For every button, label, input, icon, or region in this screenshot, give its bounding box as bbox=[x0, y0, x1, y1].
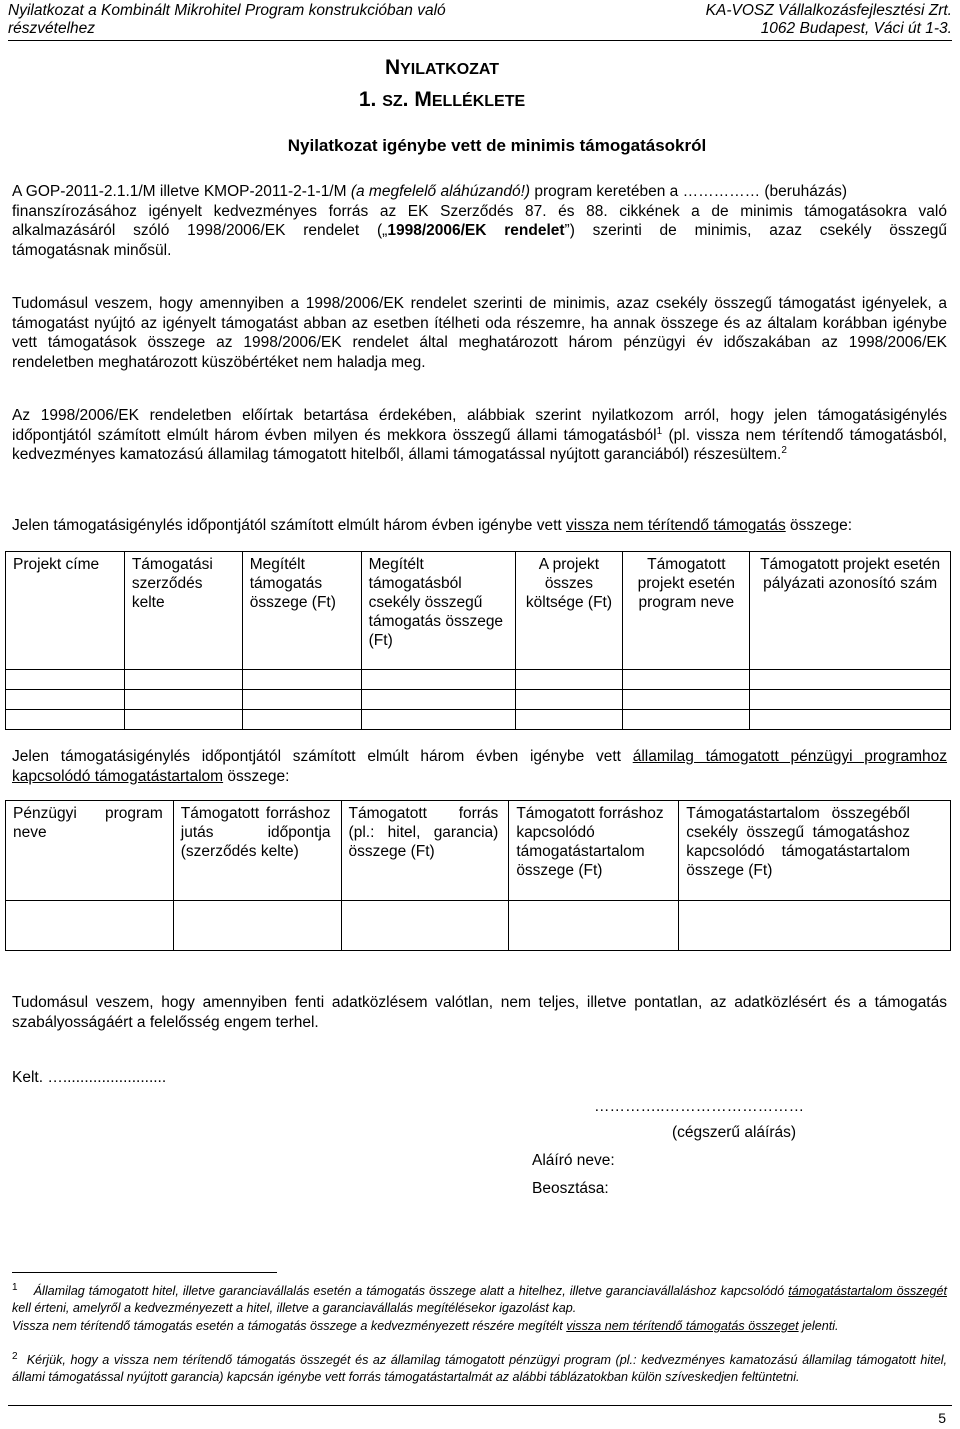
grant-cell[interactable] bbox=[750, 670, 951, 690]
grant-table-row bbox=[6, 710, 951, 730]
intro-line3-bold: 1998/2006/EK rendelet bbox=[387, 222, 565, 240]
grant-col-project-title: Projekt címe bbox=[6, 552, 125, 670]
table1-intro-b: összege: bbox=[785, 517, 853, 534]
aid-cell[interactable] bbox=[173, 901, 341, 951]
acknowledgement-paragraph: Tudomásul veszem, hogy amennyiben a 1998/2006/EK rendelet szerinti de minimis, azaz csekély összegű támogatást igényelek, a támogatást nyújtó az igényelt támogatást abban az esetben ítélheti oda részemre, ha annak összege és az általam korábban igénybe vett támogatások összege az 1998/2006/EK rendelet által meghatározott három pénzügyi év időszakában az 1998/2006/EK rendeletben meghatározott küszöbértéket nem haladja meg. bbox=[12, 295, 947, 371]
grant-cell[interactable] bbox=[623, 710, 750, 730]
annex-sz: SZ bbox=[382, 93, 403, 110]
footnote-2 bbox=[12, 1352, 947, 1386]
aid-col-funding-amount: Támogatott forrás (pl.: hitel, garancia) összege (Ft) bbox=[341, 801, 509, 901]
grant-col-total-cost: A projekt összes költsége (Ft) bbox=[515, 552, 623, 670]
table2-intro-underlined-1: államilag támogatott pénzügyi programhoz bbox=[632, 748, 948, 765]
declaration-text-a: Az 1998/2006/EK rendeletben előírtak betartása érdekében, alábbiak szerint nyilatkozom arról, hogy jelen támogatásigénylés időpontjától számított elmúlt három évben milyen és mekkora összegű állami támogatásból bbox=[12, 407, 947, 444]
footer-rule bbox=[8, 1405, 952, 1406]
intro-paragraph bbox=[12, 182, 947, 260]
intro-line1-c: program keretében a …………… (beruházás) bbox=[530, 183, 848, 200]
grant-table-header-row bbox=[6, 552, 951, 670]
signature-label: (cégszerű aláírás) bbox=[672, 1124, 797, 1141]
footnote-1-underlined-2: vissza nem térítendő támogatás összeget bbox=[566, 1319, 799, 1333]
footnote-ref-1: 1 bbox=[656, 425, 663, 437]
intro-line1-a: A GOP-2011-2.1.1/M illetve KMOP-2011-2-1-1/M bbox=[12, 183, 351, 200]
intro-line3-c: ”) szerinti de minimis, azaz csekély összegű bbox=[564, 222, 947, 240]
table2-intro bbox=[12, 747, 947, 786]
subtitle: Nyilatkozat igénybe vett de minimis támogatásokról bbox=[287, 136, 707, 155]
table2-intro-line2 bbox=[12, 767, 947, 787]
header-right-line2: 1062 Budapest, Váci út 1-3. bbox=[760, 20, 952, 37]
annex-initial: M bbox=[414, 88, 432, 111]
grant-col-program-name: Támogatott projekt esetén program neve bbox=[623, 552, 750, 670]
grant-cell[interactable] bbox=[515, 670, 623, 690]
grant-cell[interactable] bbox=[6, 670, 125, 690]
aid-cell[interactable] bbox=[6, 901, 174, 951]
state-aid-table bbox=[5, 800, 951, 951]
header-right bbox=[706, 2, 952, 38]
footnote-1-underlined: támogatástartalom összegét bbox=[788, 1284, 948, 1298]
aid-col-program-name: Pénzügyi program neve bbox=[6, 801, 174, 901]
document-title bbox=[0, 56, 922, 80]
grant-table-row bbox=[6, 690, 951, 710]
grant-table bbox=[5, 551, 951, 730]
signature-line[interactable]: …………..……………………… bbox=[594, 1098, 805, 1115]
footnote-1-number: 1 bbox=[12, 1281, 18, 1293]
aid-cell[interactable] bbox=[509, 901, 679, 951]
header-left-line2: részvételhez bbox=[8, 20, 96, 37]
intro-line1-italic: (a megfelelő aláhúzandó!) bbox=[350, 183, 531, 200]
state-aid-table-row bbox=[6, 901, 951, 951]
grant-cell[interactable] bbox=[124, 690, 242, 710]
grant-cell[interactable] bbox=[242, 710, 361, 730]
annex-rest: ELLÉKLETE bbox=[431, 93, 526, 110]
aid-col-aid-content: Támogatott forráshoz kapcsolódó támogatástartalom összege (Ft) bbox=[509, 801, 679, 901]
signer-position-label: Beosztása: bbox=[532, 1180, 609, 1197]
header-rule bbox=[8, 40, 952, 41]
grant-cell[interactable] bbox=[750, 710, 951, 730]
table1-intro-a: Jelen támogatásigénylés időpontjától számított elmúlt három évben igénybe vett bbox=[12, 517, 567, 534]
footnote-1-text-c: Vissza nem térítendő támogatás esetén a támogatás összege a kedvezményezett részére megítélt bbox=[12, 1319, 567, 1333]
footnote-1-text-b: kell érteni, amelyről a kedvezményezett a hitel, illetve a garanciavállalás megítélésekor igazolást kap. bbox=[12, 1300, 577, 1315]
intro-line2: finanszírozásához igényelt kedvezményes forrás az EK Szerződés 87. és 88. cikkének a de minimis támogatásokra való bbox=[12, 202, 947, 220]
grant-cell[interactable] bbox=[242, 690, 361, 710]
aid-cell[interactable] bbox=[679, 901, 951, 951]
footnote-1-text-d: jelenti. bbox=[798, 1319, 839, 1333]
grant-cell[interactable] bbox=[361, 690, 515, 710]
title-initial: N bbox=[384, 56, 401, 79]
table2-intro-a: Jelen támogatásigénylés időpontjától számított elmúlt három évben igénybe vett bbox=[12, 748, 633, 765]
page-number: 5 bbox=[938, 1410, 946, 1426]
grant-cell[interactable] bbox=[124, 670, 242, 690]
grant-cell[interactable] bbox=[623, 670, 750, 690]
aid-cell[interactable] bbox=[341, 901, 509, 951]
intro-line4: támogatásnak minősül. bbox=[12, 241, 172, 259]
footnote-2-text: Kérjük, hogy a vissza nem térítendő támogatás összegét és az államilag támogatott pénzügyi program (pl.: kedvezményes kamatozású államilag támogatott hitel, állami támogatással nyújtott garancia) kapcsán igénybe vett forrás támogatástartalmát az alábbi táblázatokban külön szíveskedjen feltüntetni. bbox=[12, 1353, 948, 1384]
grant-col-awarded-amount: Megítélt támogatás összege (Ft) bbox=[242, 552, 361, 670]
grant-cell[interactable] bbox=[242, 670, 361, 690]
intro-line3-a: alkalmazásáról szóló 1998/2006/EK rendelet („ bbox=[12, 222, 388, 240]
table2-intro-line1 bbox=[12, 747, 947, 767]
footnote-2-number: 2 bbox=[12, 1350, 18, 1362]
annex-dot: . bbox=[402, 88, 415, 111]
grant-cell[interactable] bbox=[124, 710, 242, 730]
header-right-line1: KA-VOSZ Vállalkozásfejlesztési Zrt. bbox=[705, 2, 952, 19]
table1-intro-underlined: vissza nem térítendő támogatás bbox=[566, 517, 786, 534]
annex-title bbox=[0, 88, 922, 112]
header-left-line1: Nyilatkozat a Kombinált Mikrohitel Program konstrukcióban való bbox=[8, 2, 446, 19]
grant-cell[interactable] bbox=[6, 710, 125, 730]
aid-col-access-date: Támogatott forráshoz jutás időpontja (szerződés kelte) bbox=[173, 801, 341, 901]
grant-col-contract-date: Támogatási szerződés kelte bbox=[124, 552, 242, 670]
declaration-paragraph bbox=[12, 406, 947, 465]
grant-col-deminimis-amount: Megítélt támogatásból csekély összegű támogatás összege (Ft) bbox=[361, 552, 515, 670]
header-left bbox=[8, 2, 446, 38]
table2-intro-underlined-2: kapcsolódó támogatástartalom bbox=[12, 767, 224, 785]
footnote-separator bbox=[12, 1272, 277, 1273]
liability-paragraph: Tudomásul veszem, hogy amennyiben fenti adatközlésem valótlan, nem teljes, illetve pontatlan, az adatközlésért és a támogatás szabályosságáért a felelősség engem terhel. bbox=[12, 994, 947, 1031]
footnote-1 bbox=[12, 1283, 947, 1317]
grant-col-application-id: Támogatott projekt esetén pályázati azonosító szám bbox=[750, 552, 951, 670]
annex-number: 1. bbox=[358, 88, 383, 111]
grant-cell[interactable] bbox=[6, 690, 125, 710]
grant-table-row bbox=[6, 670, 951, 690]
aid-col-deminimis-content: Támogatástartalom összegéből csekély összegű támogatáshoz kapcsolódó támogatástartalom összege (Ft) bbox=[679, 801, 951, 901]
footnote-ref-2: 2 bbox=[781, 445, 787, 457]
signer-name-label: Aláíró neve: bbox=[532, 1152, 615, 1169]
grant-cell[interactable] bbox=[515, 690, 623, 710]
title-rest: YILATKOZAT bbox=[400, 61, 500, 78]
declaration-text-b: (pl. vissza nem térítendő támogatásból, kedvezményes kamatozású államilag támogatott hitelből, állami támogatással nyújtott garanciából) részesültem. bbox=[12, 426, 947, 464]
table1-intro bbox=[12, 516, 947, 536]
footnote-1-continued bbox=[12, 1318, 947, 1335]
grant-cell[interactable] bbox=[623, 690, 750, 710]
intro-line1 bbox=[12, 182, 947, 202]
intro-line3 bbox=[12, 221, 947, 241]
grant-cell[interactable] bbox=[750, 690, 951, 710]
place-date-field[interactable]: Kelt. …........................ bbox=[12, 1069, 167, 1086]
grant-cell[interactable] bbox=[361, 710, 515, 730]
table2-intro-b: összege: bbox=[223, 767, 290, 785]
footnote-1-text-a: Államilag támogatott hitel, illetve garanciavállalás esetén a támogatás összege alatt a hitelhez, illetve garanciavállaláshoz kapcsolódó bbox=[33, 1284, 789, 1298]
grant-cell[interactable] bbox=[515, 710, 623, 730]
state-aid-table-header-row bbox=[6, 801, 951, 901]
grant-cell[interactable] bbox=[361, 670, 515, 690]
